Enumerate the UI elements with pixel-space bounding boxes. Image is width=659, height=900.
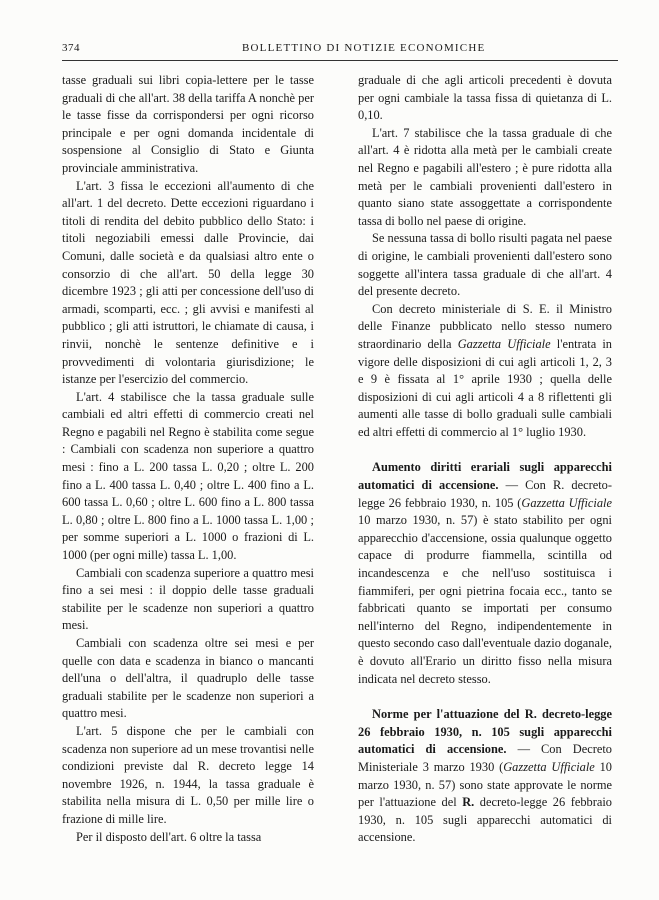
section-title: Norme per l'attuazione del [372, 707, 525, 722]
section-title: decreto-legge 26 febbraio 1930, n. 105 sugli apparecchi automatici di accensione. [358, 707, 612, 757]
header-rule [62, 60, 618, 61]
text-run-italic: Gazzetta Ufficiale [457, 336, 551, 351]
paragraph [358, 301, 612, 442]
page-number: 374 [62, 42, 80, 54]
text-run: 10 marzo 1930, n. 57) sono state approvate le norme per l'attuazione del [358, 759, 612, 810]
text-run-italic: Gazzetta Ufficiale [503, 759, 595, 774]
text-run: l'entrata in vigore delle disposizioni di cui agli articoli 1, 2, 3 e 9 è fissata al 1° aprile 1930 ; quella delle disposizioni di cui agli articoli 4 a 8 riflettenti gli aumenti alle tasse di bollo graduali sulle cambiali ed altri effetti di commercio al 1° luglio 1930. [358, 336, 612, 439]
paragraph: L'art. 5 dispone che per le cambiali con scadenza non superiore ad un mese trovantisi nelle condizioni previste dal R. decreto legge 14 novembre 1926, n. 1944, la tassa graduale è stabilita nella misura di L. 0,50 per mille lire o frazione di mille lire. [62, 723, 314, 826]
paragraph: L'art. 3 fissa le eccezioni all'aumento di che all'art. 1 del decreto. Dette eccezioni riguardano i titoli di rendita del debito pubblico dello Stato: i titoli negoziabili emessi dalle Provincie, dai Comuni, dalle società e da qualsiasi altro ente o consorzio di che all'art. 50 della legge 30 dicembre 1923 ; gli atti per concessione dell'uso di armadi, scomparti, ecc. ; gli avvisi e manifesti al pubblico ; gli atti istruttori, le chiamate di causa, i rinvii, nonchè le sentenze definitive e i provvedimenti di volontaria giurisdizione; le istanze per l'esercizio del commercio. [62, 178, 314, 387]
paragraph: L'art. 4 stabilisce che la tassa graduale sulle cambiali ed altri effetti di commercio creati nel Regno e pagabili nel Regno è stabilita come segue : Cambiali con scadenza non superiore a quattro mesi : fino a L. 200 tassa L. 0,20 ; oltre L. 200 fino a L. 400 tassa L. 0,40 ; oltre L. 400 fino a L. 600 tassa L. 0,60 ; oltre L. 600 fino a L. 800 tassa L. 0,80 ; oltre L. 800 fino a L. 1000 tassa L. 1,00 ; per somme superiori a L. 1000 o frazioni di L. 1000 (per ogni mille) tassa L. 1,00. [62, 389, 314, 563]
right-column [358, 72, 612, 847]
left-column [62, 72, 314, 846]
text-run: — Con Decreto Ministeriale 3 marzo 1930 ( [358, 742, 612, 774]
paragraph: graduale di che agli articoli precedenti è dovuta per ogni cambiale la tassa fissa di quietanza di L. 0,10. [358, 73, 612, 123]
text-run: Con decreto ministeriale di S. E. il Ministro delle Finanze pubblicato nello stesso numero straordinario della [358, 301, 612, 351]
section-aumento-diritti [358, 459, 612, 688]
text-run: — Con R. decreto-legge 26 febbraio 1930, n. 105 ( [358, 478, 613, 510]
running-title: BOLLETTINO DI NOTIZIE ECONOMICHE [242, 42, 486, 54]
paragraph: L'art. 7 stabilisce che la tassa graduale di che all'art. 4 è ridotta alla metà per le cambiali create nel Regno e pagabili all'estero ; è pure ridotta alla metà per le cambiali provenienti dall'estero in quanto siano state assoggettate a corrispondente tassa di bollo nel paese di origine. [358, 125, 612, 228]
section-title: Aumento diritti erariali sugli apparecchi automatici di accensione. [358, 460, 612, 493]
section-norme-attuazione [358, 706, 612, 847]
paragraph: Cambiali con scadenza superiore a quattro mesi fino a sei mesi : il doppio delle tasse graduali stabilite per le scadenze non superiori a quattro mesi. [62, 565, 314, 633]
page-header [62, 40, 618, 56]
text-run: decreto-legge 26 febbraio 1930, n. 105 sugli apparecchi automatici di accensione. [358, 795, 612, 845]
paragraph: Cambiali con scadenza oltre sei mesi e per quelle con data e scadenza in bianco o mancanti dell'una o dell'altra, il quadruplo delle tasse graduali stabilite per le scadenze non superiori a quattro mesi. [62, 636, 314, 721]
section-title: R. [524, 707, 537, 722]
text-run: 10 marzo 1930, n. 57) è stato stabilito per ogni apparecchio d'accensione, ossia qualunque oggetto capace di produrre fiammella, scintilla od incandescenza e che nell'uso sostituisca i fiammiferi, per ogni pietrina focaia ecc., tanto se fabbricati quanto se importati per consumo nell'interno del Regno, indipendentemente in questo secondo caso dall'eventuale dazio doganale, è dovuto all'Erario un diritto fisso nella misura indicata nel decreto stesso. [358, 513, 612, 686]
paragraph: Per il disposto dell'art. 6 oltre la tassa [76, 829, 262, 844]
text-run-italic: Gazzetta Ufficiale [521, 495, 612, 510]
text-run-bold: R. [462, 795, 475, 810]
paragraph: Se nessuna tassa di bollo risulti pagata nel paese di origine, le cambiali provenienti dall'estero sono soggette all'intera tassa graduale di che all'art. 4 del presente decreto. [358, 231, 612, 299]
paragraph: tasse graduali sui libri copia-lettere per le tasse graduali di che all'art. 38 della tariffa A nonchè per le tasse fisse da corrispondersi per ogni ricorso principale e per ogni domanda incidentale di sospensione al Consiglio di Stato e Giunta provinciale amministrativa. [62, 73, 314, 175]
